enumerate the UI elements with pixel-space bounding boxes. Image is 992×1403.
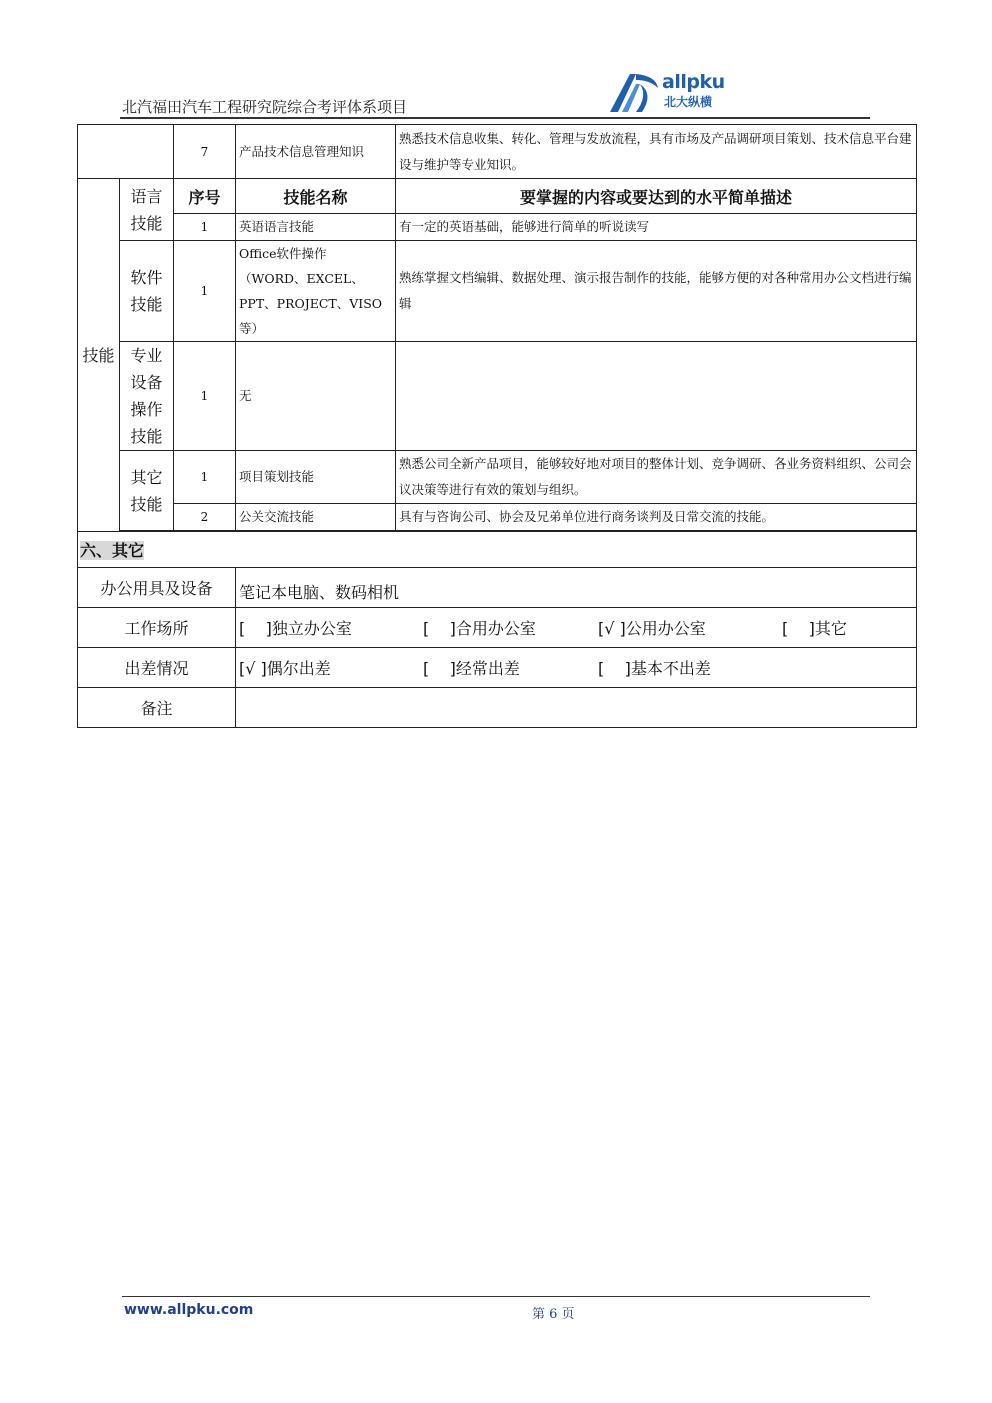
skill-index: 1 (174, 241, 236, 342)
footer-divider (122, 1296, 870, 1297)
skill-name: Office软件操作（WORD、EXCEL、PPT、PROJECT、VISO等） (236, 241, 396, 342)
equipment-row (78, 568, 917, 608)
skill-group-equipment: 专业设备操作技能 (120, 342, 174, 451)
workplace-options (236, 608, 917, 648)
skill-name: 无 (236, 342, 396, 451)
skill-index: 2 (174, 504, 236, 531)
workplace-option-other[interactable]: [ ]其它 (782, 619, 847, 638)
remarks-label: 备注 (78, 688, 236, 728)
knowledge-name: 产品技术信息管理知识 (236, 125, 396, 179)
table-row (78, 451, 917, 504)
logo-wordmark: allpku (662, 71, 725, 93)
table-row (78, 241, 917, 342)
skill-index: 1 (174, 342, 236, 451)
header-divider (120, 117, 870, 119)
table-row (78, 342, 917, 451)
logo-subtext: 北大纵横 (664, 95, 713, 109)
equipment-value: 笔记本电脑、数码相机 (236, 568, 917, 608)
travel-option-rarely[interactable]: [ ]基本不出差 (598, 659, 711, 678)
section-row (78, 532, 917, 568)
workplace-row (78, 608, 917, 648)
knowledge-description: 熟悉技术信息收集、转化、管理与发放流程，具有市场及产品调研项目策划、技术信息平台建设与维护等专业知识。 (396, 125, 917, 179)
section-title: 六、其它 (80, 541, 145, 560)
allpku-logo (606, 70, 726, 114)
skill-group-software: 软件技能 (120, 241, 174, 342)
table-row (78, 214, 917, 241)
skill-name: 项目策划技能 (236, 451, 396, 504)
knowledge-row (78, 125, 917, 179)
remarks-row (78, 688, 917, 728)
header-skill-description: 要掌握的内容或要达到的水平简单描述 (396, 179, 917, 214)
equipment-label: 办公用具及设备 (78, 568, 236, 608)
skill-name: 英语语言技能 (236, 214, 396, 241)
travel-options (236, 648, 917, 688)
skill-description: 熟练掌握文档编辑、数据处理、演示报告制作的技能，能够方便的对各种常用办公文档进行编辑 (396, 241, 917, 342)
skill-description: 熟悉公司全新产品项目，能够较好地对项目的整体计划、竞争调研、各业务资料组织、公司会议决策等进行有效的策划与组织。 (396, 451, 917, 504)
skills-category: 技能 (78, 179, 120, 532)
skill-description: 具有与咨询公司、协会及兄弟单位进行商务谈判及日常交流的技能。 (396, 504, 917, 531)
skill-description (396, 342, 917, 451)
skills-header-row (78, 179, 917, 214)
knowledge-index: 7 (174, 125, 236, 179)
logo-mark-icon (606, 70, 662, 114)
knowledge-category-cell (78, 125, 174, 179)
workplace-option-public[interactable]: [√ ]公用办公室 (598, 619, 706, 638)
skill-name: 公关交流技能 (236, 504, 396, 531)
travel-option-occasional[interactable]: [√ ]偶尔出差 (239, 659, 331, 678)
page-number: 第 6 页 (532, 1307, 575, 1322)
workplace-option-shared[interactable]: [ ]合用办公室 (423, 619, 536, 638)
document-header-title: 北汽福田汽车工程研究院综合考评体系项目 (122, 98, 408, 116)
travel-label: 出差情况 (78, 648, 236, 688)
travel-row (78, 648, 917, 688)
travel-option-frequent[interactable]: [ ]经常出差 (423, 659, 520, 678)
skill-group-language: 语言技能 (120, 179, 174, 241)
job-description-table (77, 124, 917, 728)
skill-index: 1 (174, 214, 236, 241)
footer-website-link[interactable]: www.allpku.com (124, 1302, 254, 1318)
header-index: 序号 (174, 179, 236, 214)
workplace-label: 工作场所 (78, 608, 236, 648)
skill-description: 有一定的英语基础，能够进行简单的听说读写 (396, 214, 917, 241)
skill-group-other: 其它技能 (120, 451, 174, 531)
header-skill-name: 技能名称 (236, 179, 396, 214)
table-row (78, 504, 917, 531)
skill-index: 1 (174, 451, 236, 504)
workplace-option-independent[interactable]: [ ]独立办公室 (239, 619, 352, 638)
remarks-value (236, 688, 917, 728)
